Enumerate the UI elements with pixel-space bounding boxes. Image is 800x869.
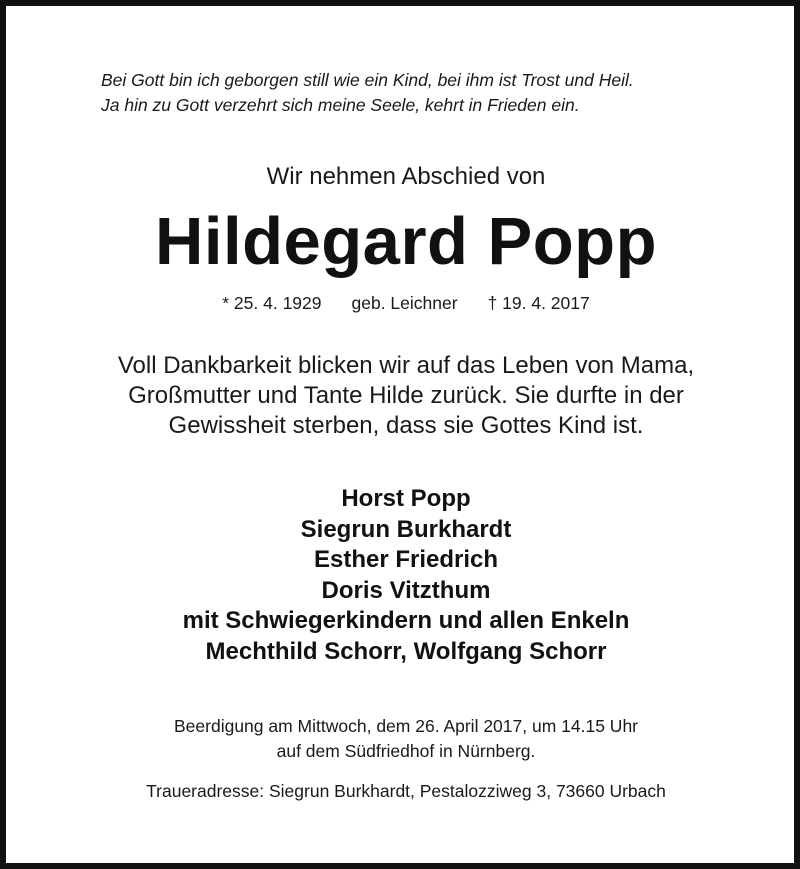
verse-line: Ja hin zu Gott verzehrt sich meine Seele, kehrt in Frieden ein.: [101, 95, 580, 115]
memorial-verse: [101, 68, 781, 118]
funeral-line: Beerdigung am Mittwoch, dem 26. April 2017, um 14.15 Uhr: [174, 716, 638, 736]
mourner: Esther Friedrich: [313, 546, 499, 573]
funeral-line: auf dem Südfriedhof in Nürnberg.: [276, 741, 536, 761]
mourner: Horst Popp: [341, 485, 471, 512]
message-line: Gewissheit sterben, dass sie Gottes Kind ist.: [168, 412, 644, 439]
maiden-name: geb. Leichner: [351, 293, 458, 313]
verse-line: Bei Gott bin ich geborgen still wie ein Kind, bei ihm ist Trost und Heil.: [101, 70, 634, 90]
mourner: mit Schwiegerkindern und allen Enkeln: [182, 607, 630, 634]
mourner: Siegrun Burkhardt: [300, 515, 512, 543]
message-line: Großmutter und Tante Hilde zurück. Sie durfte in der: [128, 382, 684, 409]
mourner: Mechthild Schorr, Wolfgang Schorr: [205, 637, 607, 665]
message-line: Voll Dankbarkeit blicken wir auf das Leben von Mama,: [117, 352, 695, 379]
farewell-intro: Wir nehmen Abschied von: [266, 163, 546, 190]
mourners-list: [6, 484, 800, 667]
mourning-address: Traueradresse: Siegrun Burkhardt, Pestalozziweg 3, 73660 Urbach: [146, 781, 666, 801]
life-dates: [6, 291, 800, 315]
birth-date: * 25. 4. 1929: [222, 293, 322, 313]
death-date: † 19. 4. 2017: [487, 293, 590, 313]
gratitude-message: [6, 351, 800, 441]
mourner: Doris Vitzthum: [321, 576, 491, 604]
funeral-details: [6, 714, 800, 764]
deceased-name: Hildegard Popp: [154, 204, 658, 279]
